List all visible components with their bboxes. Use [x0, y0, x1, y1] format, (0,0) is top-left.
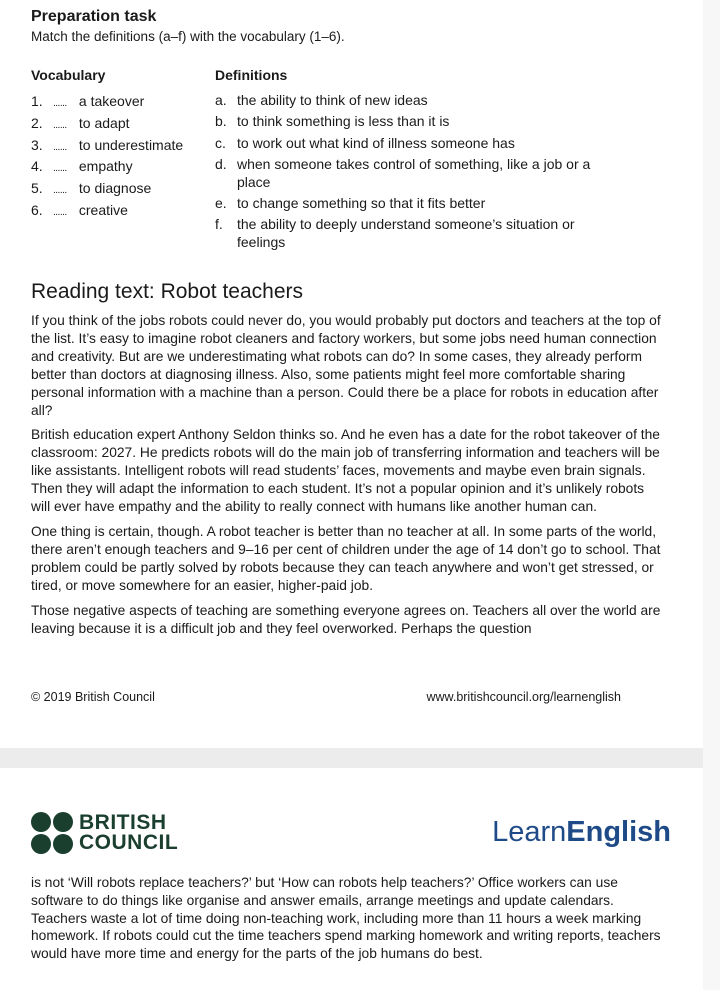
copyright-text: © 2019 British Council — [31, 690, 155, 704]
answer-blank: ...... — [53, 206, 67, 218]
viewer-edge — [703, 0, 720, 990]
learnenglish-bold: English — [566, 816, 671, 848]
answer-blank: ...... — [53, 141, 67, 153]
vocabulary-item: 2. ...... to adapt — [31, 113, 206, 135]
reading-paragraph: Those negative aspects of teaching are something everyone agrees on. Teachers all over the world are leaving because it is a difficult job and they feel overworked. Perhaps the question — [31, 602, 661, 636]
answer-blank: ...... — [53, 119, 67, 131]
reading-title: Reading text: Robot teachers — [31, 280, 303, 303]
preparation-title: Preparation task — [31, 8, 157, 25]
answer-blank: ...... — [53, 163, 67, 175]
definition-item: b. to think something is less than it is — [215, 113, 450, 130]
vocabulary-heading: Vocabulary — [31, 67, 106, 83]
definition-item: e. to change something so that it fits better — [215, 195, 486, 212]
learnenglish-light: Learn — [492, 816, 567, 848]
definition-item: f. the ability to deeply understand someone’s situation or feelings — [215, 216, 575, 251]
british-council-dots-icon — [31, 812, 73, 854]
british-council-logo — [31, 810, 178, 856]
logo-text-line-1: BRITISH — [79, 811, 167, 834]
definitions-heading: Definitions — [215, 67, 288, 83]
vocabulary-item: 1. ...... a takeover — [31, 91, 206, 113]
definition-item: a. the ability to think of new ideas — [215, 92, 428, 108]
answer-blank: ...... — [53, 185, 67, 197]
definition-item: c. to work out what kind of illness someone has — [215, 134, 515, 151]
vocabulary-list — [31, 91, 206, 222]
preparation-instruction: Match the definitions (a–f) with the vocabulary (1–6). — [31, 29, 345, 44]
reading-continuation: is not ‘Will robots replace teachers?’ but ‘How can robots help teachers?’ Office workers can use software to do things like organise and answer emails, arrange meetings and update calendars. Teachers waste a lot of time doing non-teaching work, including more than 11 hours a week marking homework. If robots could cut the time teachers spend marking homework and writing reports, teachers would have more time and energy for the parts of the job humans do best. — [31, 875, 661, 962]
logo-text-line-2: COUNCIL — [79, 831, 179, 854]
definitions-list — [215, 91, 635, 255]
reading-paragraph: If you think of the jobs robots could never do, you would probably put doctors and teachers at the top of the list. It’s easy to imagine robot cleaners and factory workers, but some jobs need human connection and creativity. But are we underestimating what robots can do? In some cases, they already perform better than doctors at diagnosing illness. Also, some patients might feel more comfortable sharing personal information with a machine than a person. Could there be a place for robots in education after all? — [31, 313, 661, 418]
vocabulary-item: 3. ...... to underestimate — [31, 135, 206, 157]
footer-url: www.britishcouncil.org/learnenglish — [426, 690, 621, 704]
vocabulary-item: 5. ...... to diagnose — [31, 178, 206, 200]
vocabulary-item: 6. ...... creative — [31, 200, 206, 222]
reading-paragraph: British education expert Anthony Seldon thinks so. And he even has a date for the robot takeover of the classroom: 2027. He predicts robots will do the main job of transferring information and teachers will be like assistants. Intelligent robots will read students’ faces, movements and maybe even brain signals. Then they will adapt the information to each student. It’s not a popular opinion and it’s unlikely robots will ever have empathy and the ability to really connect with humans like another human can. — [31, 427, 660, 515]
reading-text — [31, 312, 661, 644]
answer-blank: ...... — [53, 98, 67, 109]
learnenglish-logo — [492, 816, 671, 849]
definition-item: d. when someone takes control of something, like a job or a place — [215, 155, 591, 190]
vocabulary-item: 4. ...... empathy — [31, 156, 206, 178]
reading-paragraph: One thing is certain, though. A robot teacher is better than no teacher at all. In some parts of the world, there aren’t enough teachers and 9–16 per cent of children under the age of 14 don’t go to school. That problem could be partly solved by robots because they can teach anywhere and won’t get stressed, or tired, or move somewhere for an easier, higher-paid job. — [31, 523, 661, 593]
